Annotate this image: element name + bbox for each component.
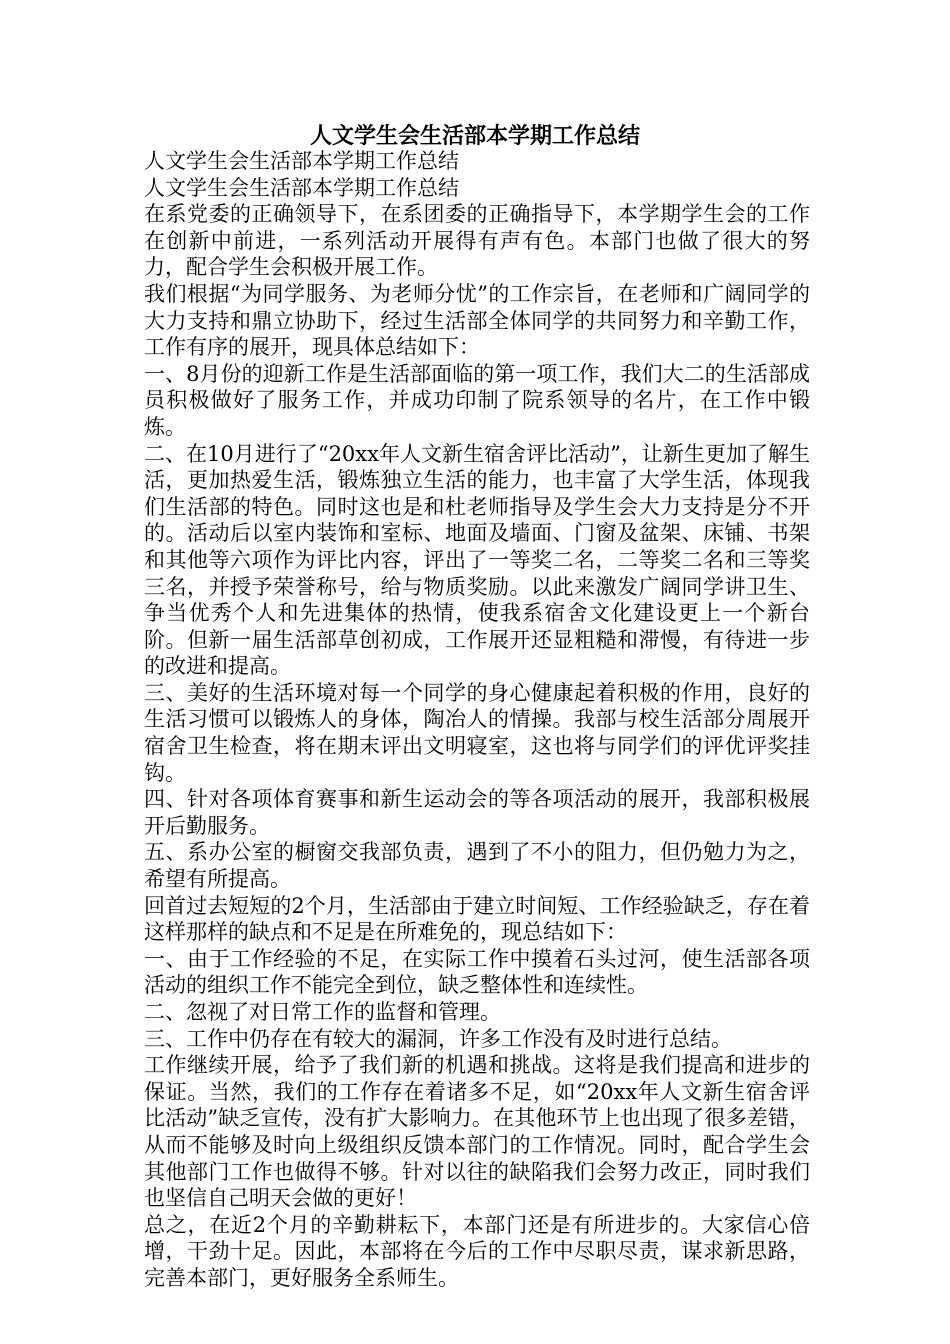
paragraph: 人文学生会生活部本学期工作总结 [144,175,459,200]
paragraph: 三、工作中仍存在有较大的漏洞，许多工作没有及时进行总结。 [144,1026,732,1051]
paragraph: 二、忽视了对日常工作的监督和管理。 [144,1000,501,1024]
paragraph: 一、由于工作经验的不足，在实际工作中摸着石头过河，使生活部各项活动的组织工作不能完全到位，缺乏整体性和连续性。 [144,946,810,998]
paragraph: 总之，在近2个月的辛勤耕耘下，本部门还是有所进步的。大家信心倍增，干劲十足。因此，本部将在今后的工作中尽职尽责，谋求新思路，完善本部门，更好服务全系师生。 [144,1212,810,1290]
paragraph: 五、系办公室的橱窗交我部负责，遇到了不小的阻力，但仍勉力为之，希望有所提高。 [144,840,810,892]
paragraph: 我们根据“为同学服务、为老师分忧”的工作宗旨，在老师和广阔同学的大力支持和鼎立协助下，经过生活部全体同学的共同努力和辛勤工作，工作有序的展开，现具体总结如下： [144,281,810,360]
paragraph: 在系党委的正确领导下，在系团委的正确指导下，本学期学生会的工作在创新中前进，一系列活动开展得有声有色。本部门也做了很大的努力，配合学生会积极开展工作。 [144,202,810,280]
paragraph: 二、在10月进行了“20xx年人文新生宿舍评比活动”，让新生更加了解生活，更加热爱生活，锻炼独立生活的能力，也丰富了大学生活，体现我们生活部的特色。同时这也是和杜老师指导及学生会大力支持是分不开的。活动后以室内装饰和室标、地面及墙面、门窗及盆架、床铺、书架和其他等六项作为评比内容，评出了一等奖二名，二等奖二名和三等奖三名，并授予荣誉称号，给与物质奖励。以此来激发广阔同学讲卫生、争当优秀个人和先进集体的热情，使我系宿舍文化建设更上一个新台阶。但新一届生活部草创初成，工作展开还显粗糙和滞慢，有待进一步的改进和提高。 [144,441,810,679]
document-title: 人文学生会生活部本学期工作总结 [309,123,640,149]
paragraph: 工作继续开展，给予了我们新的机遇和挑战。这将是我们提高和进步的保证。当然，我们的工作存在着诸多不足，如“20xx年人文新生宿舍评比活动”缺乏宣传，没有扩大影响力。在其他环节上也出现了很多差错，从而不能够及时向上级组织反馈本部门的工作情况。同时，配合学生会其他部门工作也做得不够。针对以往的缺陷我们会努力改正，同时我们也坚信自己明天会做的更好！ [144,1053,810,1211]
document-body [144,148,810,1292]
paragraph: 人文学生会生活部本学期工作总结 [144,149,459,173]
paragraph: 四、针对各项体育赛事和新生运动会的等各项活动的展开，我部积极展开后勤服务。 [144,787,810,838]
paragraph: 三、美好的生活环境对每一个同学的身心健康起着积极的作用，良好的生活习惯可以锻炼人的身体，陶冶人的情操。我部与校生活部分周展开宿舍卫生检查，将在期末评出文明寝室，这也将与同学们的评优评奖挂钩。 [144,680,810,785]
paragraph: 回首过去短短的2个月，生活部由于建立时间短、工作经验缺乏，存在着这样那样的缺点和不足是在所难免的，现总结如下： [144,893,810,945]
paragraph: 一、8月份的迎新工作是生活部面临的第一项工作，我们大二的生活部成员积极做好了服务工作，并成功印制了院系领导的名片，在工作中锻炼。 [144,361,810,439]
